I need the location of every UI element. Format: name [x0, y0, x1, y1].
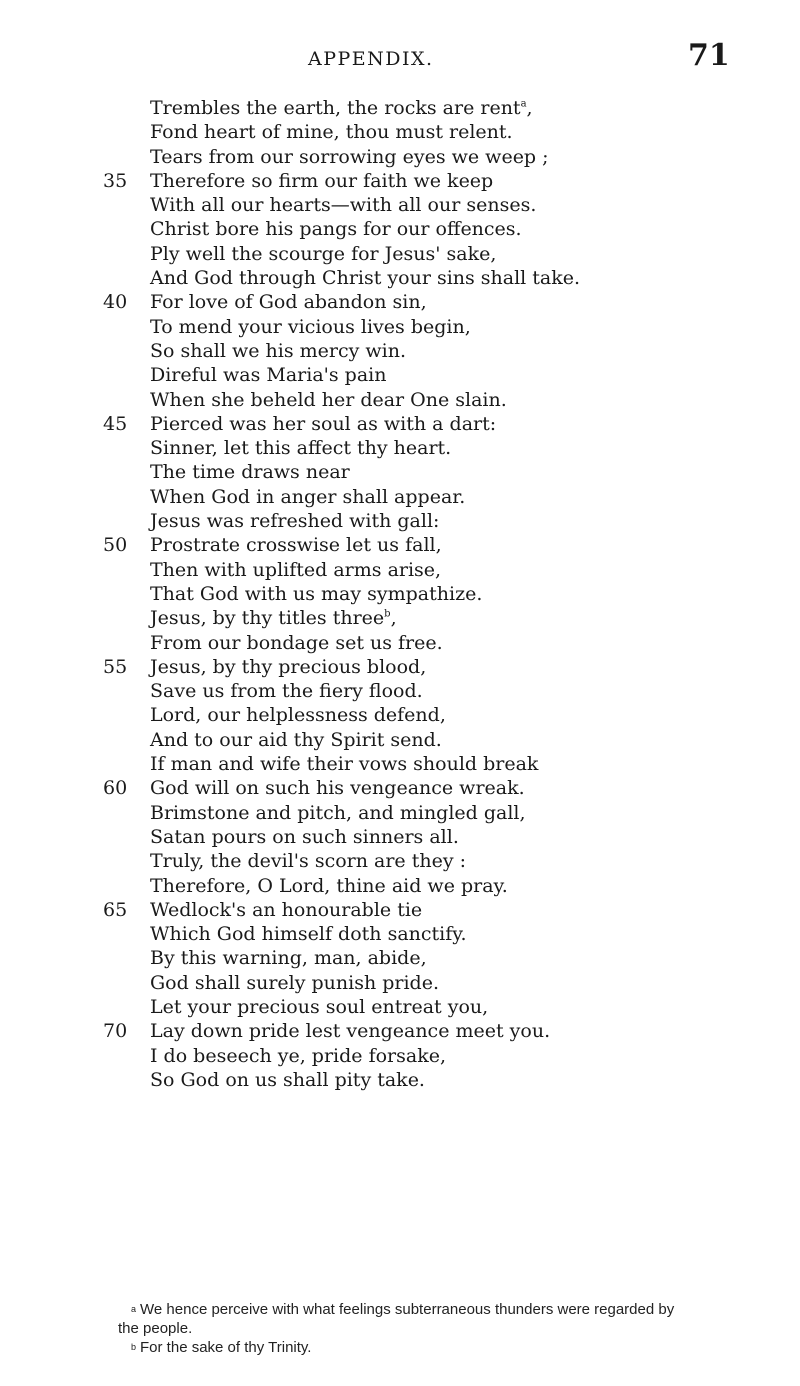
verse-line	[0, 1068, 800, 1092]
page-header	[0, 38, 800, 78]
verse-text-main: If man and wife their vows should break	[150, 753, 539, 776]
line-number: 35	[103, 169, 128, 192]
verse-text-main: Lord, our helplessness defend,	[150, 704, 446, 727]
verse-line	[0, 266, 800, 290]
verse-text	[150, 266, 580, 290]
line-number: 55	[103, 655, 128, 678]
verse-text-main: Direful was Maria's pain	[150, 364, 387, 387]
verse-line	[0, 339, 800, 363]
verse-text-main: Therefore so firm our faith we keep	[150, 169, 494, 192]
footnote-reference: a	[520, 98, 527, 110]
verse-text	[150, 96, 533, 120]
verse-line	[0, 631, 800, 655]
footnotes	[0, 1300, 800, 1357]
verse-text-main: So God on us shall pity take.	[150, 1068, 425, 1091]
footnote-reference: b	[384, 608, 391, 620]
verse-text-main: Save us from the fiery flood.	[150, 680, 423, 703]
verse-text	[150, 752, 538, 776]
verse-text-main: Ply well the scourge for Jesus' sake,	[150, 242, 497, 265]
verse-text-main: And God through Christ your sins shall take.	[150, 267, 581, 290]
verse-text	[150, 825, 459, 849]
verse-line	[0, 120, 800, 144]
verse-text-main: When she beheld her dear One slain.	[150, 388, 507, 411]
footnote-b-text: For the sake of thy Trinity.	[140, 1339, 312, 1356]
verse-text-main: Jesus, by thy titles three	[150, 607, 385, 630]
footnote-a	[0, 1300, 800, 1319]
footnote-a-text-line2: the people.	[118, 1320, 193, 1337]
verse-text-main: Fond heart of mine, thou must relent.	[150, 121, 513, 144]
verse-line	[0, 922, 800, 946]
verse-text-main: When God in anger shall appear.	[150, 485, 466, 508]
verse-text-main: Tears from our sorrowing eyes we weep ;	[150, 145, 549, 168]
verse-text	[150, 533, 442, 557]
verse-line	[0, 995, 800, 1019]
verse-text-main: Trembles the earth, the rocks are rent	[150, 97, 521, 119]
verse-text	[150, 120, 513, 144]
verse-line	[0, 825, 800, 849]
verse-line	[0, 752, 800, 776]
verse-line	[0, 96, 800, 120]
verse-text	[150, 1068, 425, 1092]
verse-text	[150, 1019, 550, 1043]
verse-text	[150, 801, 526, 825]
verse-line	[0, 242, 800, 266]
verse-text-main: Therefore, O Lord, thine aid we pray.	[150, 874, 508, 897]
verse-text	[150, 290, 427, 314]
line-number: 50	[103, 534, 128, 557]
verse-line	[0, 485, 800, 509]
verse-text	[150, 922, 467, 946]
verse-text-main: Sinner, let this affect thy heart.	[150, 437, 452, 460]
running-head: APPENDIX.	[308, 48, 434, 70]
line-number: 60	[103, 777, 128, 800]
verse-text-main: Prostrate crosswise let us fall,	[150, 534, 442, 557]
verse-line	[0, 145, 800, 169]
footnote-b	[0, 1338, 800, 1357]
poem-body	[0, 96, 800, 1092]
verse-text-main: Which God himself doth sanctify.	[150, 923, 467, 946]
verse-line	[0, 509, 800, 533]
verse-text-main: For love of God abandon sin,	[150, 291, 427, 314]
verse-text	[150, 388, 507, 412]
verse-line	[0, 412, 800, 436]
verse-text	[150, 1044, 446, 1068]
verse-line	[0, 1044, 800, 1068]
verse-line	[0, 533, 800, 557]
verse-text-main: Let your precious soul entreat you,	[150, 995, 489, 1018]
verse-text-main: Truly, the devil's scorn are they :	[150, 850, 466, 873]
verse-text	[150, 631, 443, 655]
verse-line	[0, 874, 800, 898]
verse-line	[0, 558, 800, 582]
footnote-marker-a: a	[131, 1304, 137, 1314]
verse-text	[150, 315, 471, 339]
verse-text-main: From our bondage set us free.	[150, 631, 443, 654]
footnote-marker-b: b	[131, 1342, 137, 1352]
footnote-a-continuation	[0, 1319, 800, 1338]
verse-text-main: God will on such his vengeance wreak.	[150, 777, 525, 800]
verse-text-main: And to our aid thy Spirit send.	[150, 728, 442, 751]
verse-line	[0, 849, 800, 873]
verse-text-main: Jesus, by thy precious blood,	[150, 655, 427, 678]
verse-text-tail: ,	[390, 607, 397, 630]
footnote-a-text-line1: We hence perceive with what feelings subterraneous thunders were regarded by	[140, 1301, 675, 1318]
verse-line	[0, 193, 800, 217]
verse-line	[0, 946, 800, 970]
verse-line	[0, 703, 800, 727]
verse-text	[150, 217, 522, 241]
verse-text	[150, 995, 488, 1019]
verse-text	[150, 558, 441, 582]
line-number: 65	[103, 898, 128, 921]
verse-text	[150, 193, 536, 217]
verse-text-main: Lay down pride lest vengeance meet you.	[150, 1020, 551, 1043]
verse-line	[0, 315, 800, 339]
verse-text-main: The time draws near	[150, 461, 350, 484]
verse-line	[0, 217, 800, 241]
page-number: 71	[688, 38, 730, 73]
verse-text-main: That God with us may sympathize.	[150, 582, 483, 605]
verse-text	[150, 655, 426, 679]
verse-text	[150, 728, 442, 752]
verse-line	[0, 582, 800, 606]
verse-text	[150, 412, 496, 436]
verse-text-main: Wedlock's an honourable tie	[150, 898, 423, 921]
verse-text-tail: ,	[526, 97, 533, 119]
verse-text	[150, 242, 496, 266]
verse-line	[0, 971, 800, 995]
verse-text	[150, 169, 493, 193]
verse-line	[0, 655, 800, 679]
verse-line	[0, 460, 800, 484]
verse-line	[0, 388, 800, 412]
verse-text	[150, 460, 350, 484]
verse-text	[150, 339, 406, 363]
verse-text	[150, 679, 423, 703]
verse-text	[150, 849, 466, 873]
verse-text	[150, 971, 439, 995]
verse-text	[150, 436, 451, 460]
verse-line	[0, 290, 800, 314]
verse-text	[150, 946, 427, 970]
verse-line	[0, 169, 800, 193]
verse-line	[0, 363, 800, 387]
verse-text-main: With all our hearts—with all our senses.	[150, 194, 537, 217]
line-number: 45	[103, 412, 128, 435]
verse-text	[150, 485, 465, 509]
verse-text-main: Satan pours on such sinners all.	[150, 825, 459, 848]
verse-line	[0, 1019, 800, 1043]
verse-text-main: Then with uplifted arms arise,	[150, 558, 442, 581]
verse-text	[150, 874, 508, 898]
verse-text	[150, 363, 387, 387]
verse-text-main: I do beseech ye, pride forsake,	[150, 1044, 447, 1067]
verse-text	[150, 703, 446, 727]
verse-text	[150, 509, 439, 533]
verse-text	[150, 606, 397, 630]
verse-text	[150, 582, 482, 606]
verse-line	[0, 801, 800, 825]
verse-text-main: Brimstone and pitch, and mingled gall,	[150, 801, 526, 824]
verse-line	[0, 898, 800, 922]
verse-line	[0, 679, 800, 703]
verse-line	[0, 606, 800, 630]
verse-text-main: Christ bore his pangs for our offences.	[150, 218, 522, 241]
line-number: 40	[103, 291, 128, 314]
verse-line	[0, 776, 800, 800]
verse-line	[0, 436, 800, 460]
verse-text-main: By this warning, man, abide,	[150, 947, 427, 970]
verse-text-main: Pierced was her soul as with a dart:	[150, 412, 497, 435]
verse-text-main: So shall we his mercy win.	[150, 339, 407, 362]
verse-text	[150, 145, 549, 169]
verse-text-main: Jesus was refreshed with gall:	[150, 510, 440, 533]
verse-text-main: God shall surely punish pride.	[150, 971, 439, 994]
verse-text	[150, 898, 422, 922]
verse-text-main: To mend your vicious lives begin,	[150, 315, 471, 338]
verse-text	[150, 776, 525, 800]
line-number: 70	[103, 1020, 128, 1043]
verse-line	[0, 728, 800, 752]
